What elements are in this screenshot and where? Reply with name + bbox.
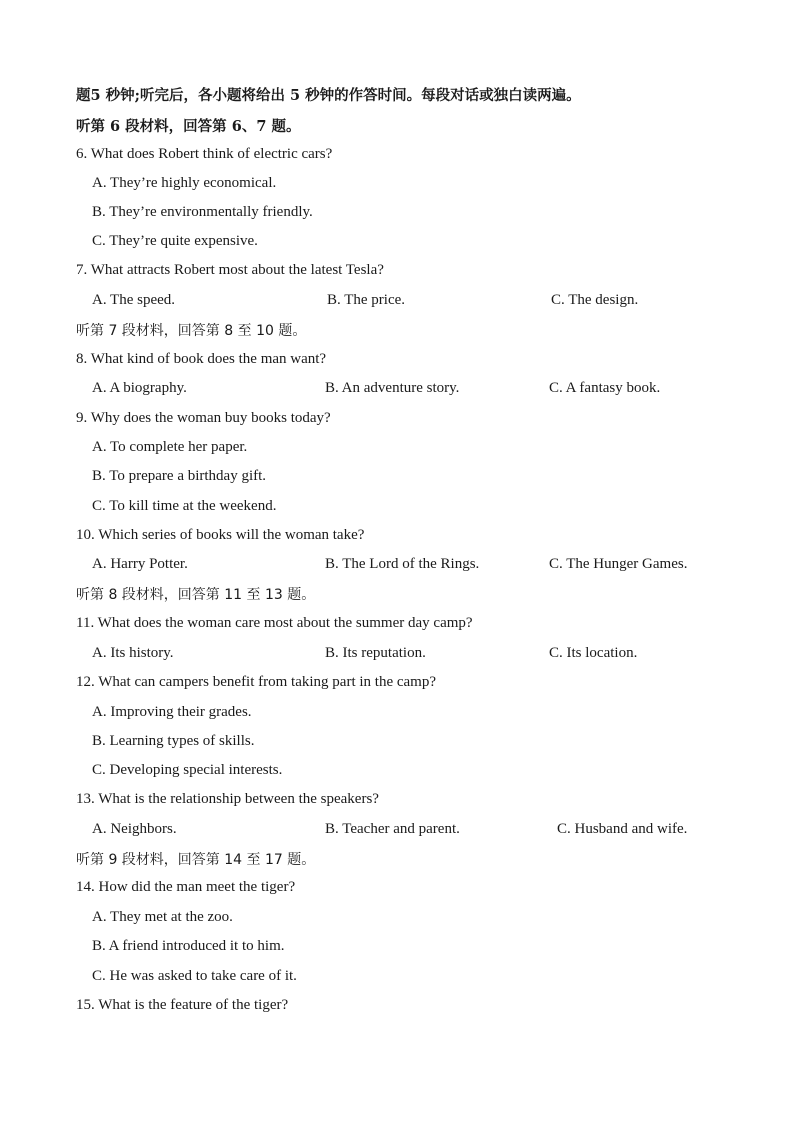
- question-8-stem: 8. What kind of book does the man want?: [76, 351, 327, 367]
- question-6-option-a: A. They’re highly economical.: [92, 175, 277, 191]
- question-8-option-c: C. A fantasy book.: [549, 380, 661, 396]
- section-9-heading: 听第 9 段材料，回答第 14 至 17 题。: [76, 852, 316, 868]
- question-12-option-a: A. Improving their grades.: [92, 704, 252, 720]
- question-12-option-c: C. Developing special interests.: [92, 762, 283, 778]
- question-6-option-b: B. They’re environmentally friendly.: [92, 204, 313, 220]
- question-9-option-c: C. To kill time at the weekend.: [92, 498, 277, 514]
- question-9-stem: 9. Why does the woman buy books today?: [76, 410, 331, 426]
- question-13-option-a: A. Neighbors.: [92, 821, 177, 837]
- question-11-option-c: C. Its location.: [549, 645, 638, 661]
- question-7-option-a: A. The speed.: [92, 292, 176, 308]
- question-10-option-a: A. Harry Potter.: [92, 556, 188, 572]
- question-14-option-b: B. A friend introduced it to him.: [92, 938, 285, 954]
- question-6-stem: 6. What does Robert think of electric cars?: [76, 146, 333, 162]
- question-13-stem: 13. What is the relationship between the speakers?: [76, 791, 379, 807]
- section-6-heading: 听第 6 段材料，回答第 6、7 题。: [76, 118, 301, 135]
- section-7-heading: 听第 7 段材料，回答第 8 至 10 题。: [76, 323, 307, 339]
- question-13-option-b: B. Teacher and parent.: [325, 821, 460, 837]
- question-11-stem: 11. What does the woman care most about the summer day camp?: [76, 615, 473, 631]
- question-8-option-b: B. An adventure story.: [325, 380, 460, 396]
- question-7-stem: 7. What attracts Robert most about the latest Tesla?: [76, 262, 384, 278]
- question-8-option-a: A. A biography.: [92, 380, 187, 396]
- question-10-option-b: B. The Lord of the Rings.: [325, 556, 480, 572]
- question-11-option-b: B. Its reputation.: [325, 645, 426, 661]
- question-7-option-b: B. The price.: [327, 292, 406, 308]
- section-8-heading: 听第 8 段材料，回答第 11 至 13 题。: [76, 587, 316, 603]
- question-15-stem: 15. What is the feature of the tiger?: [76, 997, 289, 1013]
- question-10-stem: 10. Which series of books will the woman take?: [76, 527, 365, 543]
- question-7-option-c: C. The design.: [551, 292, 639, 308]
- question-10-option-c: C. The Hunger Games.: [549, 556, 688, 572]
- question-11-option-a: A. Its history.: [92, 645, 174, 661]
- question-14-option-c: C. He was asked to take care of it.: [92, 968, 297, 984]
- question-9-option-b: B. To prepare a birthday gift.: [92, 468, 267, 484]
- question-6-option-c: C. They’re quite expensive.: [92, 233, 258, 249]
- question-14-option-a: A. They met at the zoo.: [92, 909, 233, 925]
- question-14-stem: 14. How did the man meet the tiger?: [76, 879, 296, 895]
- question-12-stem: 12. What can campers benefit from taking part in the camp?: [76, 674, 436, 690]
- question-9-option-a: A. To complete her paper.: [92, 439, 248, 455]
- intro-instruction: 题5 秒钟;听完后，各小题将给出 5 秒钟的作答时间。每段对话或独白读两遍。: [76, 87, 581, 104]
- question-12-option-b: B. Learning types of skills.: [92, 733, 255, 749]
- question-13-option-c: C. Husband and wife.: [557, 821, 688, 837]
